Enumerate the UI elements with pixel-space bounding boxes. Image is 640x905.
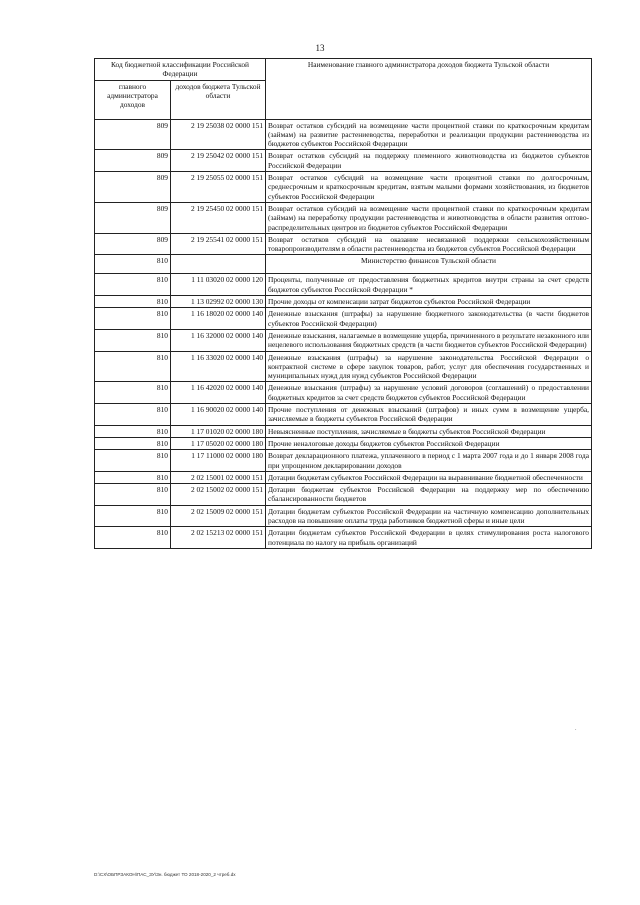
table-row bbox=[95, 527, 592, 549]
table-row bbox=[95, 437, 592, 449]
admin-code-cell: 809 bbox=[95, 150, 171, 172]
revenue-code-cell: 2 02 15002 02 0000 151 bbox=[171, 484, 266, 506]
admin-code-cell: 810 bbox=[95, 471, 171, 483]
admin-code-cell: 809 bbox=[95, 233, 171, 255]
page-number: 13 bbox=[315, 43, 325, 53]
revenue-name-cell: Денежные взыскания, налагаемые в возмещение ущерба, причиненного в результате незаконного или нецелевого использования бюджетных средств (в части бюджетов субъектов Российской Федерации) bbox=[266, 329, 592, 351]
revenue-code-cell: 2 19 25450 02 0000 151 bbox=[171, 202, 266, 233]
header-name-column: Наименование главного администратора доходов бюджета Тульской области bbox=[266, 59, 592, 120]
table-row bbox=[95, 274, 592, 296]
revenue-code-cell: 1 17 05020 02 0000 180 bbox=[171, 437, 266, 449]
revenue-name-cell: Дотации бюджетам субъектов Российской Федерации в целях стимулирования роста налогового потенциала по налогу на прибыль организаций bbox=[266, 527, 592, 549]
admin-code-cell: 810 bbox=[95, 484, 171, 506]
admin-code-cell: 810 bbox=[95, 505, 171, 527]
table-row bbox=[95, 404, 592, 426]
ministry-name-cell: Министерство финансов Тульской области bbox=[266, 255, 592, 274]
footer-file-path: D:\CX\ОБПРЗАКОН\ПАС_ЗУ\Зн. бюджет ТО 2018-2020_2 чтреб.dx bbox=[94, 872, 236, 877]
admin-code-cell: 810 bbox=[95, 425, 171, 437]
admin-code-cell: 809 bbox=[95, 172, 171, 203]
table-row bbox=[95, 233, 592, 255]
revenue-code-cell: 2 02 15009 02 0000 151 bbox=[171, 505, 266, 527]
revenue-code-cell: 2 19 25055 02 0000 151 bbox=[171, 172, 266, 203]
admin-code-cell: 810 bbox=[95, 450, 171, 472]
revenue-code-cell: 1 16 32000 02 0000 140 bbox=[171, 329, 266, 351]
revenue-code-cell: 1 17 01020 02 0000 180 bbox=[171, 425, 266, 437]
table-row bbox=[95, 308, 592, 330]
revenue-code-cell: 1 13 02992 02 0000 130 bbox=[171, 296, 266, 308]
table-row bbox=[95, 382, 592, 404]
revenue-name-cell: Дотации бюджетам субъектов Российской Федерации на частичную компенсацию дополнительных расходов на повышение оплаты труда работников бюджетной сферы и иные цели bbox=[266, 505, 592, 527]
table-row bbox=[95, 471, 592, 483]
revenue-code-cell: 2 02 15213 02 0000 151 bbox=[171, 527, 266, 549]
revenue-code-cell: 1 16 90020 02 0000 140 bbox=[171, 404, 266, 426]
revenue-name-cell: Денежные взыскания (штрафы) за нарушение бюджетного законодательства (в части бюджетов субъектов Российской Федерации) bbox=[266, 308, 592, 330]
revenue-name-cell: Дотации бюджетам субъектов Российской Федерации на поддержку мер по обеспечению сбалансированности бюджетов bbox=[266, 484, 592, 506]
table-row bbox=[95, 150, 592, 172]
revenue-name-cell: Дотации бюджетам субъектов Российской Федерации на выравнивание бюджетной обеспеченности bbox=[266, 471, 592, 483]
admin-code-cell: 810 bbox=[95, 329, 171, 351]
revenue-code-cell: 1 16 42020 02 0000 140 bbox=[171, 382, 266, 404]
table-body bbox=[95, 119, 592, 548]
ministry-row bbox=[95, 255, 592, 274]
table-row bbox=[95, 484, 592, 506]
revenue-name-cell: Денежные взыскания (штрафы) за нарушение условий договоров (соглашений) о предоставлении бюджетных кредитов за счет средств бюджетов субъектов Российской Федерации bbox=[266, 382, 592, 404]
admin-code-cell: 809 bbox=[95, 119, 171, 150]
revenue-code-cell: 2 19 25038 02 0000 151 bbox=[171, 119, 266, 150]
revenue-name-cell: Возврат остатков субсидий на поддержку племенного животноводства из бюджетов субъектов Российской Федерации bbox=[266, 150, 592, 172]
admin-code-cell: 809 bbox=[95, 202, 171, 233]
table-row bbox=[95, 425, 592, 437]
revenue-name-cell: Возврат декларационного платежа, уплаченного в период с 1 марта 2007 года и до 1 января 2008 года при упрощенном декларировании доходов bbox=[266, 450, 592, 472]
budget-classification-table bbox=[94, 58, 592, 549]
admin-code-cell: 810 bbox=[95, 437, 171, 449]
table-row bbox=[95, 296, 592, 308]
table-header-row bbox=[95, 59, 592, 81]
revenue-name-cell: Возврат остатков субсидий на возмещение части процентной ставки по краткосрочным кредитам (займам) на переработку продукции растениеводства и животноводства в области развития оптово-распределительных центров из бюджетов субъектов Российской Федерации bbox=[266, 202, 592, 233]
admin-code-cell: 810 bbox=[95, 308, 171, 330]
revenue-name-cell: Возврат остатков субсидий на оказание несвязанной поддержки сельскохозяйственным товаропроизводителям в области растениеводства из бюджетов субъектов Российской Федерации bbox=[266, 233, 592, 255]
revenue-code-cell: 1 17 11000 02 0000 180 bbox=[171, 450, 266, 472]
admin-code-cell: 810 bbox=[95, 351, 171, 382]
table-row bbox=[95, 329, 592, 351]
revenue-code-cell: 2 19 25042 02 0000 151 bbox=[171, 150, 266, 172]
header-code-group: Код бюджетной классификации Российской Федерации bbox=[95, 59, 266, 81]
revenue-name-cell: Невыясненные поступления, зачисляемые в бюджеты субъектов Российской Федерации bbox=[266, 425, 592, 437]
revenue-name-cell: Прочие поступления от денежных взысканий (штрафов) и иных сумм в возмещение ущерба, зачисляемые в бюджеты субъектов Российской Федерации bbox=[266, 404, 592, 426]
revenue-code-cell: 2 02 15001 02 0000 151 bbox=[171, 471, 266, 483]
revenue-code-cell bbox=[171, 255, 266, 274]
revenue-name-cell: Денежные взыскания (штрафы) за нарушение законодательства Российской Федерации о контрактной системе в сфере закупок товаров, работ, услуг для обеспечения государственных и муниципальных нужд для нужд субъектов Российской Федерации bbox=[266, 351, 592, 382]
table-row bbox=[95, 351, 592, 382]
admin-code-cell: 810 bbox=[95, 382, 171, 404]
revenue-name-cell: Возврат остатков субсидий на возмещение части процентной ставки по долгосрочным, среднесрочным и краткосрочным кредитам, взятым малыми формами хозяйствования, из бюджетов субъектов Российской Федерации bbox=[266, 172, 592, 203]
revenue-code-cell: 2 19 25541 02 0000 151 bbox=[171, 233, 266, 255]
revenue-code-cell: 1 16 33020 02 0000 140 bbox=[171, 351, 266, 382]
revenue-name-cell: Прочие доходы от компенсации затрат бюджетов субъектов Российской Федерации bbox=[266, 296, 592, 308]
table-row bbox=[95, 172, 592, 203]
admin-code-cell: 810 bbox=[95, 527, 171, 549]
table-row bbox=[95, 450, 592, 472]
admin-code-cell: 810 bbox=[95, 296, 171, 308]
revenue-name-cell: Прочие неналоговые доходы бюджетов субъектов Российской Федерации bbox=[266, 437, 592, 449]
table-row bbox=[95, 119, 592, 150]
table-row bbox=[95, 202, 592, 233]
header-admin-column: главного администратора доходов bbox=[95, 80, 171, 119]
table-row bbox=[95, 505, 592, 527]
margin-mark: . bbox=[575, 726, 577, 732]
revenue-code-cell: 1 11 03020 02 0000 120 bbox=[171, 274, 266, 296]
revenue-code-cell: 1 16 18020 02 0000 140 bbox=[171, 308, 266, 330]
admin-code-cell: 810 bbox=[95, 255, 171, 274]
header-revenue-column: доходов бюджета Тульской области bbox=[171, 80, 266, 119]
revenue-name-cell: Проценты, полученные от предоставления бюджетных кредитов внутри страны за счет средств бюджетов субъектов Российской Федерации * bbox=[266, 274, 592, 296]
admin-code-cell: 810 bbox=[95, 274, 171, 296]
admin-code-cell: 810 bbox=[95, 404, 171, 426]
revenue-name-cell: Возврат остатков субсидий на возмещение части процентной ставки по краткосрочным кредитам (займам) на развитие растениеводства, переработки и реализации продукции растениеводства из бюджетов субъектов Российской Федерации bbox=[266, 119, 592, 150]
